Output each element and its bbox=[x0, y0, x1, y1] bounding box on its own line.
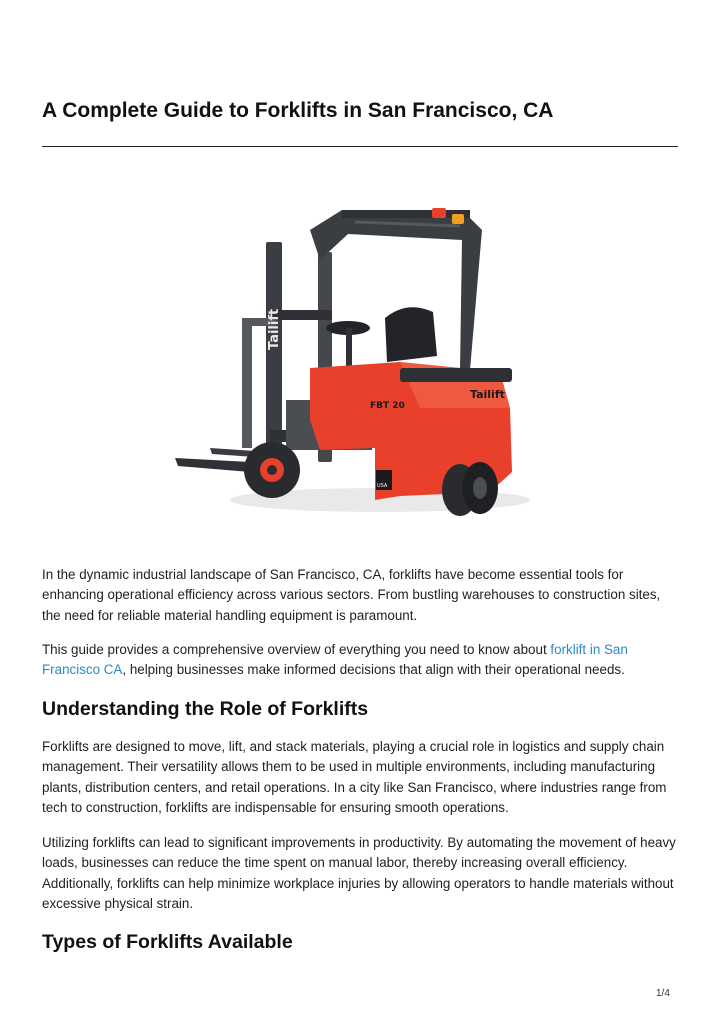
rear-light-right bbox=[452, 214, 464, 224]
fork-left bbox=[175, 458, 250, 472]
counterweight-top bbox=[400, 368, 512, 382]
page-title: A Complete Guide to Forklifts in San Francisco, CA bbox=[42, 99, 554, 122]
role-paragraph-2: Utilizing forklifts can lead to significant improvements in productivity. By automating the movement of heavy loads, businesses can reduce the time spent on manual labor, thereby increasing overall efficiency. Additionally, forklifts can help minimize workplace injuries by allowing operators to handle materials without excessive physical strain. bbox=[42, 835, 676, 911]
forklift-image bbox=[170, 200, 540, 530]
forklift-san-francisco-link[interactable]: forklift in San Francisco CA bbox=[42, 642, 628, 678]
mast-brand-label: Tailift bbox=[267, 308, 282, 350]
seat bbox=[385, 307, 437, 362]
brand-decal: Tailift bbox=[470, 388, 505, 401]
rear-light-left bbox=[432, 208, 446, 218]
page-number: 1/4 bbox=[656, 988, 670, 999]
intro-paragraph-2: This guide provides a comprehensive overview of everything you need to know about forklift in San Francisco CA, helping businesses make informed decisions that align with their operational needs. bbox=[42, 642, 628, 678]
section-heading-types: Types of Forklifts Available bbox=[42, 931, 293, 953]
intro-paragraph-1: In the dynamic industrial landscape of San Francisco, CA, forklifts have become essential tools for enhancing operational efficiency across various sectors. From bustling warehouses to construction sites, the need for reliable material handling equipment is paramount. bbox=[42, 567, 661, 623]
section-heading-role: Understanding the Role of Forklifts bbox=[42, 698, 369, 720]
svg-text:USA: USA bbox=[377, 483, 388, 489]
model-decal: FBT 20 bbox=[370, 401, 405, 411]
title-divider bbox=[42, 146, 678, 147]
role-paragraph-1: Forklifts are designed to move, lift, and stack materials, playing a crucial role in logistics and supply chain management. Their versatility allows them to be used in multiple environments, including manufacturing plants, distribution centers, and retail operations. In a city like San Francisco, where industries range from tech to construction, forklifts are indispensable for ensuring smooth operations. bbox=[42, 739, 667, 815]
load-backrest-left bbox=[242, 318, 252, 448]
